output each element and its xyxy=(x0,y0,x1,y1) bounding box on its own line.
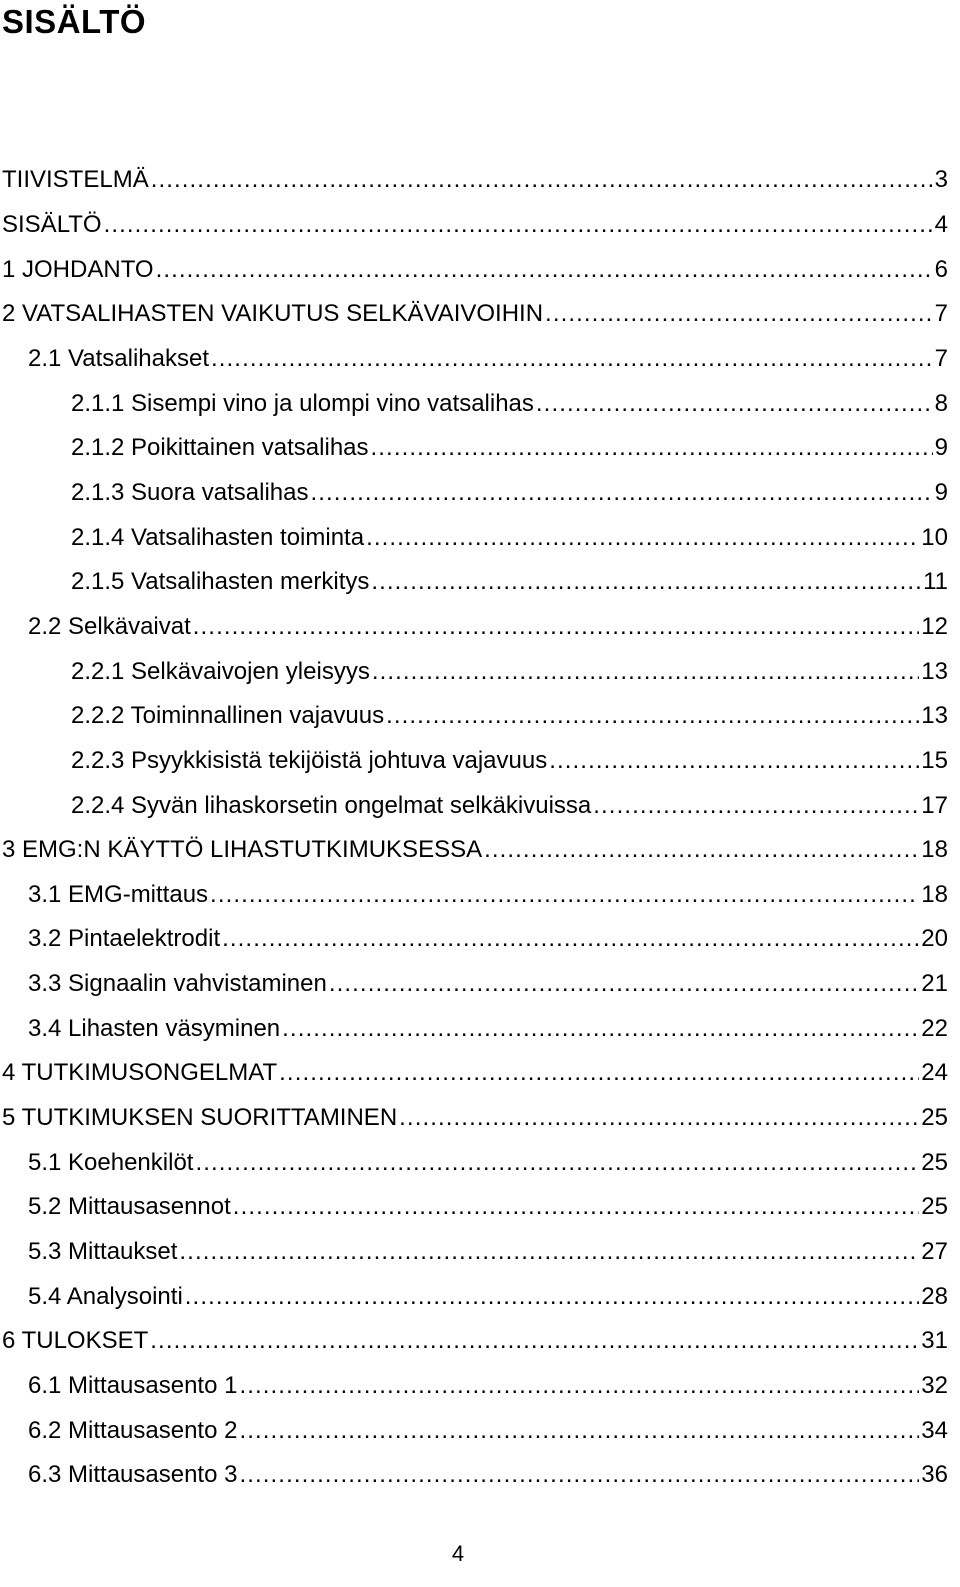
toc-dot-leader xyxy=(366,523,919,553)
toc-entry[interactable] xyxy=(0,515,948,560)
toc-dot-leader xyxy=(484,835,919,865)
toc-entry[interactable] xyxy=(0,1408,948,1453)
toc-entry-label: 5.3 Mittaukset xyxy=(28,1238,178,1266)
toc-dot-leader xyxy=(549,746,919,776)
toc-entry-label: 3.2 Pintaelektrodit xyxy=(28,925,221,953)
toc-dot-leader xyxy=(282,1014,919,1044)
toc-entry-page: 6 xyxy=(934,255,948,283)
toc-entry[interactable] xyxy=(0,1096,948,1141)
toc-dot-leader xyxy=(386,701,919,731)
toc-entry[interactable] xyxy=(0,1051,948,1096)
toc-entry-page: 7 xyxy=(934,344,948,372)
toc-entry-page: 18 xyxy=(921,836,948,864)
toc-entry[interactable] xyxy=(0,1185,948,1230)
toc-entry-label: 3.3 Signaalin vahvistaminen xyxy=(28,970,327,998)
toc-entry-label: 5 TUTKIMUKSEN SUORITTAMINEN xyxy=(2,1104,398,1132)
toc-entry-label: 2.1.2 Poikittainen vatsalihas xyxy=(71,434,369,462)
toc-entry-page: 4 xyxy=(934,210,948,238)
toc-entry-label: 3 EMG:N KÄYTTÖ LIHASTUTKIMUKSESSA xyxy=(2,836,483,864)
toc-entry-page: 32 xyxy=(921,1372,948,1400)
toc-entry[interactable] xyxy=(0,1453,948,1498)
toc-entry-label: TIIVISTELMÄ xyxy=(2,166,149,194)
toc-entry-label: 5.2 Mittausasennot xyxy=(28,1193,231,1221)
toc-entry-label: 2.2.1 Selkävaivojen yleisyys xyxy=(71,657,370,685)
toc-entry-page: 21 xyxy=(921,970,948,998)
toc-entry-label: 4 TUTKIMUSONGELMAT xyxy=(2,1059,278,1087)
toc-entry[interactable] xyxy=(0,962,948,1007)
toc-entry[interactable] xyxy=(0,247,948,292)
toc-entry-page: 24 xyxy=(921,1059,948,1087)
toc-entry-page: 13 xyxy=(921,657,948,685)
toc-dot-leader xyxy=(545,299,933,329)
toc-dot-leader xyxy=(151,165,933,195)
toc-entry-page: 27 xyxy=(921,1238,948,1266)
toc-entry-label: 6.3 Mittausasento 3 xyxy=(28,1461,238,1489)
toc-entry-page: 25 xyxy=(921,1148,948,1176)
toc-entry-label: SISÄLTÖ xyxy=(2,210,102,238)
toc-entry-page: 31 xyxy=(921,1327,948,1355)
toc-entry[interactable] xyxy=(0,1274,948,1319)
toc-dot-leader xyxy=(104,210,933,240)
toc-entry[interactable] xyxy=(0,337,948,382)
toc-entry[interactable] xyxy=(0,1319,948,1364)
toc-entry-page: 17 xyxy=(921,791,948,819)
toc-entry-label: 2.1.5 Vatsalihasten merkitys xyxy=(71,568,370,596)
toc-entry-page: 34 xyxy=(921,1416,948,1444)
toc-entry-label: 2.1.1 Sisempi vino ja ulompi vino vatsalihas xyxy=(71,389,534,417)
toc-dot-leader xyxy=(195,1148,919,1178)
toc-dot-leader xyxy=(179,1237,919,1267)
toc-dot-leader xyxy=(210,880,919,910)
toc-entry[interactable] xyxy=(0,605,948,650)
toc-entry[interactable] xyxy=(0,292,948,337)
toc-entry[interactable] xyxy=(0,917,948,962)
toc-entry-page: 28 xyxy=(921,1282,948,1310)
toc-dot-leader xyxy=(536,389,933,419)
toc-entry[interactable] xyxy=(0,158,948,203)
toc-entry-page: 9 xyxy=(934,434,948,462)
toc-dot-leader xyxy=(371,567,921,597)
toc-dot-leader xyxy=(239,1416,919,1446)
table-of-contents xyxy=(0,158,948,1498)
toc-entry[interactable] xyxy=(0,1230,948,1275)
toc-dot-leader xyxy=(329,969,919,999)
toc-entry-page: 13 xyxy=(921,702,948,730)
toc-dot-leader xyxy=(372,657,919,687)
toc-entry-label: 6.1 Mittausasento 1 xyxy=(28,1372,238,1400)
toc-dot-leader xyxy=(233,1192,920,1222)
toc-entry-page: 11 xyxy=(923,568,948,596)
toc-entry-label: 5.4 Analysointi xyxy=(28,1282,183,1310)
toc-entry-page: 7 xyxy=(934,300,948,328)
toc-entry-label: 6 TULOKSET xyxy=(2,1327,149,1355)
toc-entry[interactable] xyxy=(0,381,948,426)
toc-entry-page: 22 xyxy=(921,1014,948,1042)
toc-entry[interactable] xyxy=(0,649,948,694)
toc-dot-leader xyxy=(222,924,919,954)
toc-entry-label: 2.1.3 Suora vatsalihas xyxy=(71,478,309,506)
toc-entry-label: 6.2 Mittausasento 2 xyxy=(28,1416,238,1444)
toc-entry-label: 2.1.4 Vatsalihasten toiminta xyxy=(71,523,365,551)
toc-entry-page: 20 xyxy=(921,925,948,953)
toc-entry[interactable] xyxy=(0,739,948,784)
toc-entry[interactable] xyxy=(0,783,948,828)
toc-entry-label: 2.2.4 Syvän lihaskorsetin ongelmat selkäkivuissa xyxy=(71,791,592,819)
toc-entry-page: 25 xyxy=(921,1104,948,1132)
toc-dot-leader xyxy=(150,1326,919,1356)
toc-entry-label: 2.2 Selkävaivat xyxy=(28,612,191,640)
toc-entry-page: 8 xyxy=(934,389,948,417)
toc-dot-leader xyxy=(279,1058,919,1088)
toc-entry-page: 15 xyxy=(921,746,948,774)
toc-entry[interactable] xyxy=(0,471,948,516)
toc-entry-label: 2.1 Vatsalihakset xyxy=(28,344,209,372)
toc-dot-leader xyxy=(371,433,933,463)
toc-entry-page: 25 xyxy=(921,1193,948,1221)
toc-entry-page: 12 xyxy=(921,612,948,640)
toc-entry-page: 18 xyxy=(921,880,948,908)
toc-dot-leader xyxy=(399,1103,919,1133)
toc-dot-leader xyxy=(310,478,932,508)
toc-entry-label: 2.2.3 Psyykkisistä tekijöistä johtuva vajavuus xyxy=(71,746,548,774)
toc-entry[interactable] xyxy=(0,426,948,471)
toc-entry[interactable] xyxy=(0,1140,948,1185)
toc-entry-page: 36 xyxy=(921,1461,948,1489)
toc-dot-leader xyxy=(185,1282,920,1312)
toc-dot-leader xyxy=(156,255,933,285)
toc-entry[interactable] xyxy=(0,873,948,918)
toc-entry[interactable] xyxy=(0,694,948,739)
toc-dot-leader xyxy=(239,1460,919,1490)
toc-entry[interactable] xyxy=(0,1006,948,1051)
toc-dot-leader xyxy=(239,1371,919,1401)
toc-entry-page: 3 xyxy=(934,166,948,194)
toc-entry-label: 2 VATSALIHASTEN VAIKUTUS SELKÄVAIVOIHIN xyxy=(2,300,544,328)
toc-entry-label: 1 JOHDANTO xyxy=(2,255,154,283)
toc-entry-label: 3.4 Lihasten väsyminen xyxy=(28,1014,281,1042)
toc-dot-leader xyxy=(593,791,919,821)
toc-entry[interactable] xyxy=(0,1364,948,1409)
toc-entry-page: 10 xyxy=(921,523,948,551)
page-title: SISÄLTÖ xyxy=(2,3,147,40)
toc-entry[interactable] xyxy=(0,203,948,248)
toc-dot-leader xyxy=(211,344,933,374)
toc-entry-page: 9 xyxy=(934,478,948,506)
toc-entry[interactable] xyxy=(0,560,948,605)
toc-entry-label: 3.1 EMG-mittaus xyxy=(28,880,209,908)
toc-entry[interactable] xyxy=(0,828,948,873)
toc-dot-leader xyxy=(193,612,920,642)
toc-entry-label: 5.1 Koehenkilöt xyxy=(28,1148,194,1176)
page-number: 4 xyxy=(451,1541,465,1566)
toc-entry-label: 2.2.2 Toiminnallinen vajavuus xyxy=(71,702,385,730)
